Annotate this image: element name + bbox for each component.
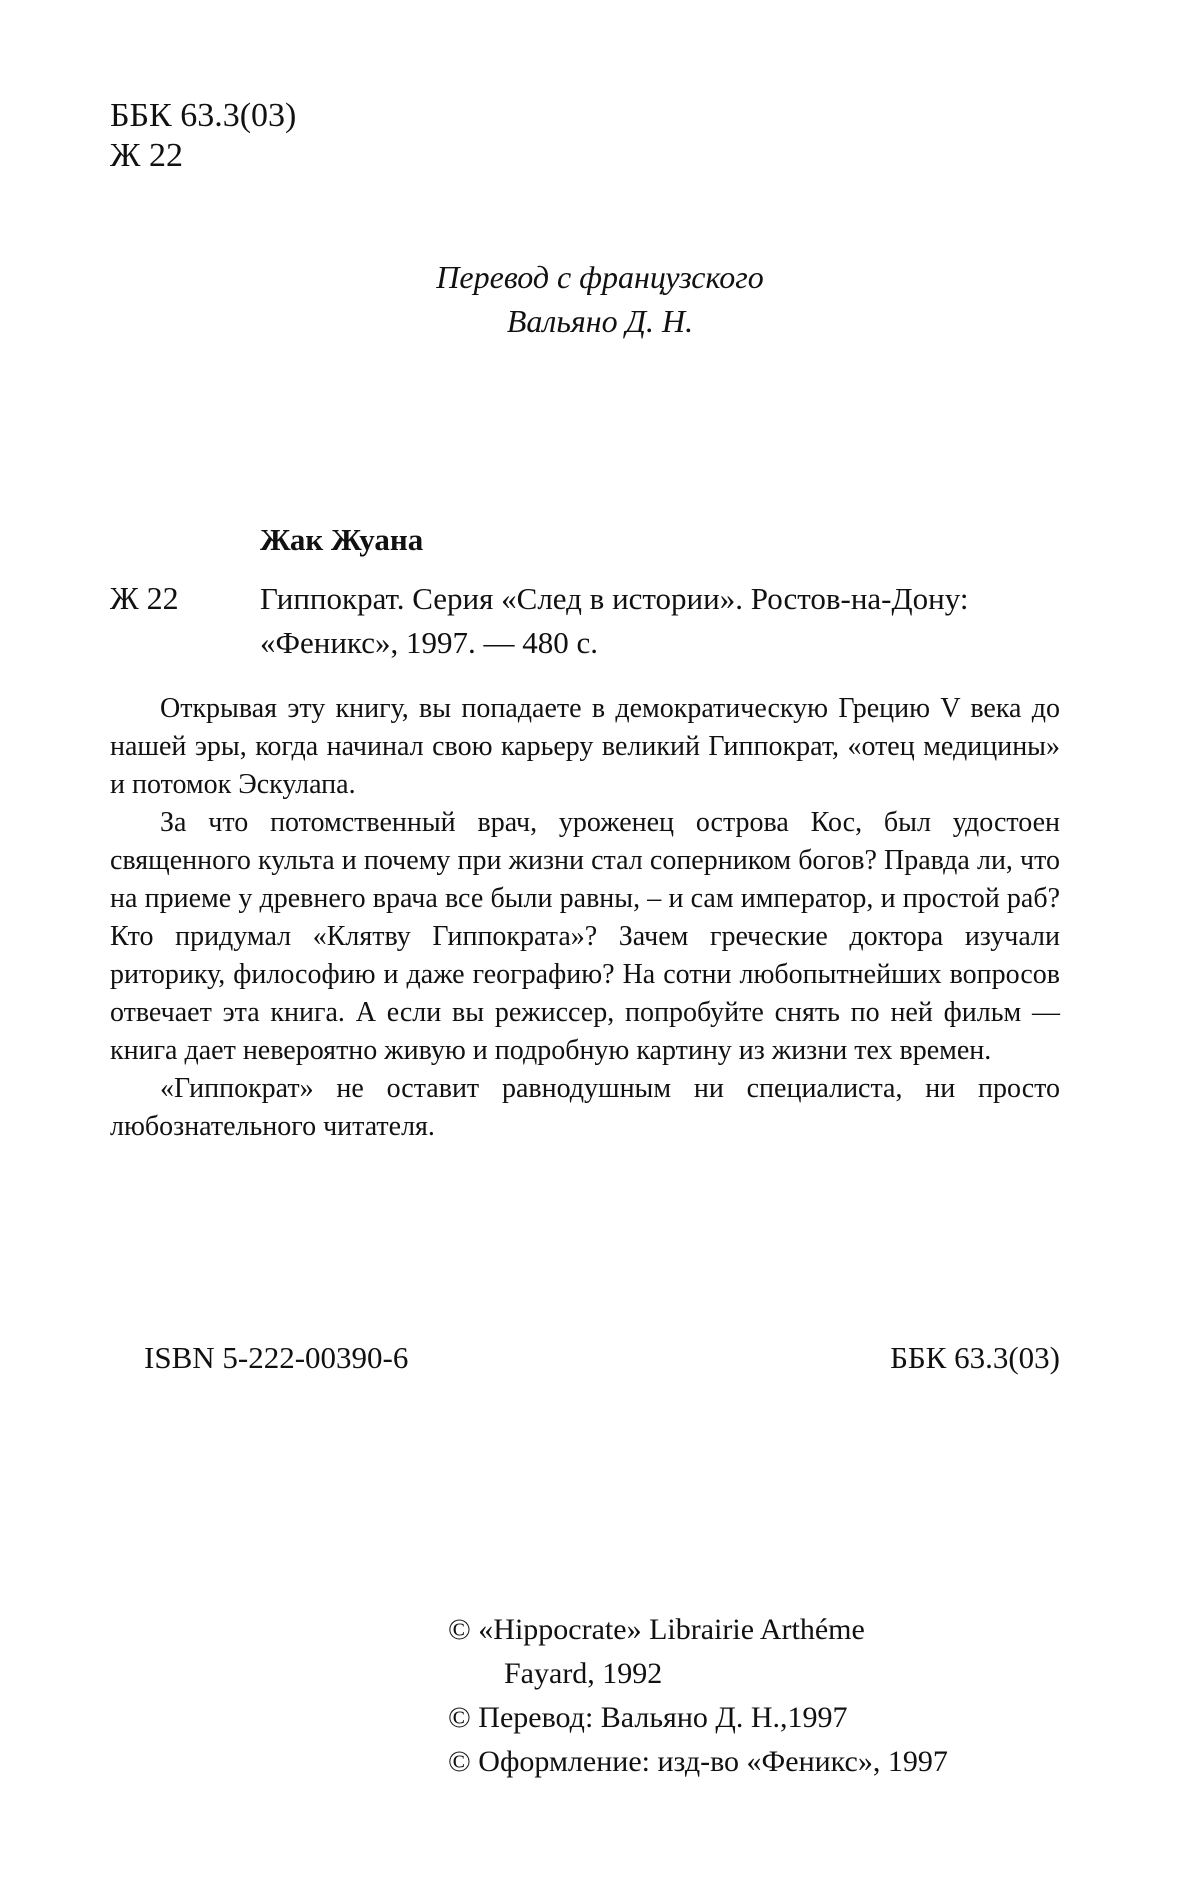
copyright-design: © Оформление: изд-во «Феникс», 1997 bbox=[448, 1745, 948, 1778]
bibliographic-description: Гиппократ. Серия «След в истории». Ростов-на-Дону: «Феникс», 1997. — 480 с. bbox=[260, 581, 969, 660]
author-mark: Ж 22 bbox=[110, 137, 183, 174]
annotation-paragraph-3: «Гиппократ» не оставит равнодушным ни специалиста, ни просто любознательного читателя. bbox=[110, 1073, 1060, 1142]
copyright-block bbox=[448, 1608, 948, 1784]
translation-label: Перевод с французского bbox=[436, 259, 764, 295]
bbk-code-footer: ББК 63.3(03) bbox=[890, 1340, 1060, 1375]
translator-name: Вальяно Д. Н. bbox=[506, 303, 694, 339]
translation-credit bbox=[300, 255, 900, 343]
author-name: Жак Жуана bbox=[260, 522, 424, 557]
entry-author-mark: Ж 22 bbox=[110, 580, 179, 616]
copyright-original-cont: Fayard, 1992 bbox=[504, 1657, 663, 1690]
bbk-code: ББК 63.3(03) bbox=[110, 97, 297, 134]
annotation bbox=[110, 690, 1060, 1146]
annotation-paragraph-1: Открывая эту книгу, вы попадаете в демократическую Грецию V века до нашей эры, когда начинал свою карьеру великий Гиппократ, «отец медицины» и потомок Эскулапа. bbox=[110, 693, 1060, 800]
copyright-translation: © Перевод: Вальяно Д. Н.,1997 bbox=[448, 1701, 848, 1734]
isbn: ISBN 5-222-00390-6 bbox=[144, 1340, 409, 1375]
catalog-codes bbox=[110, 96, 296, 176]
annotation-paragraph-2: За что потомственный врач, уроженец острова Кос, был удостоен священного культа и почему при жизни стал соперником богов? Правда ли, что на приеме у древнего врача все были равны, – и сам император, и простой раб? Кто придумал «Клятву Гиппократа»? Зачем греческие доктора изучали риторику, философию и даже географию? На сотни любопытнейших вопросов отвечает эта книга. А если вы режиссер, попробуйте снять по ней фильм — книга дает невероятно живую и подробную картину из жизни тех времен. bbox=[110, 807, 1060, 1066]
copyright-original: © «Hippocrate» Librairie Arthéme bbox=[448, 1613, 865, 1646]
